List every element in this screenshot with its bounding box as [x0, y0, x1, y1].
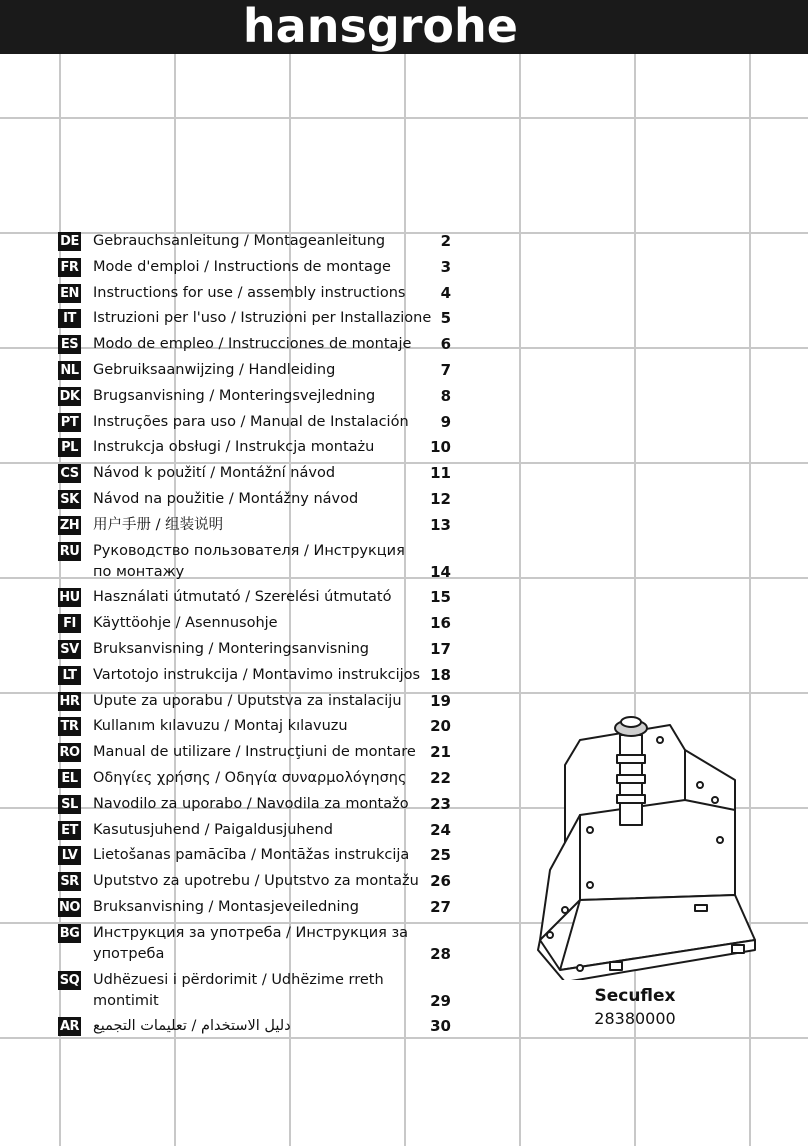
language-code-badge: ES — [58, 335, 81, 354]
toc-entry-title: Istruzioni per l'uso / Istruzioni per Installazione — [93, 310, 432, 327]
language-code-badge: SV — [58, 640, 81, 659]
secuflex-product-illustration — [520, 700, 770, 980]
toc-entry-page: 11 — [430, 464, 451, 483]
toc-entry — [58, 716, 458, 737]
toc-entry-page: 13 — [430, 515, 451, 534]
toc-entry-title: Modo de empleo / Instrucciones de montaje — [93, 336, 412, 353]
language-code-badge: SR — [58, 872, 81, 891]
toc-entry — [58, 794, 458, 815]
toc-entry-page: 14 — [430, 562, 451, 581]
toc-entry — [58, 923, 458, 965]
toc-entry-page: 19 — [430, 691, 451, 710]
toc-entry-title: Инструкция за употреба / Инструкция за употреба — [93, 924, 409, 962]
toc-entry-page: 4 — [440, 283, 451, 302]
toc-entry-page: 2 — [440, 232, 451, 250]
toc-entry — [58, 463, 458, 484]
toc-entry-page: 6 — [440, 335, 451, 354]
toc-entry — [58, 897, 458, 918]
language-code-badge: NO — [59, 899, 80, 915]
toc-entry-title: دليل الاستخدام / تعليمات التجميع — [93, 1018, 291, 1035]
toc-entry — [58, 231, 458, 252]
toc-entry — [58, 1016, 458, 1037]
toc-entry-title: Οδηγίες χρήσης / Οδηγία συναρμολόγησης — [93, 769, 407, 786]
toc-entry-title: Руководство пользователя / Инструкция по монтажу — [93, 542, 405, 580]
toc-entry-title: Upute za uporabu / Uputstva za instalaciju — [93, 692, 402, 709]
toc-entry-title: Käyttöohje / Asennusohje — [93, 615, 278, 632]
brand-logo: hansgrohe — [242, 0, 518, 53]
toc-entry-title: Lietošanas pamācība / Montāžas instrukcija — [93, 847, 410, 864]
language-code-badge: ZH — [59, 517, 80, 533]
language-code-badge: DK — [59, 388, 80, 404]
toc-entry-title: 用户手册 / 组装说明 — [93, 516, 224, 533]
toc-entry-title: Uputstvo za upotrebu / Uputstvo za montažu — [93, 873, 419, 890]
toc-entry — [58, 820, 458, 841]
language-code-badge: PL — [58, 438, 81, 457]
toc-entry-page: 28 — [430, 944, 451, 963]
language-code-badge: AR — [59, 1019, 80, 1035]
toc-entry-page: 29 — [430, 991, 451, 1010]
toc-entry-page: 22 — [430, 768, 451, 787]
toc-entry-title: Gebrauchsanleitung / Montageanleitung — [93, 233, 386, 249]
language-code-badge: HR — [59, 693, 80, 709]
language-code-badge: NL — [58, 361, 81, 380]
toc-entry-title: Návod k použití / Montážní návod — [93, 465, 336, 482]
toc-entry — [58, 587, 458, 608]
toc-entry-title: Instruções para uso / Manual de Instalación — [93, 413, 409, 430]
toc-entry-title: Instrukcja obsługi / Instrukcja montażu — [93, 439, 375, 456]
table-of-contents — [58, 231, 458, 1042]
toc-entry-page: 24 — [430, 820, 451, 839]
toc-entry-page: 9 — [440, 412, 451, 431]
language-code-badge: LT — [58, 666, 81, 685]
toc-entry-title: Kullanım kılavuzu / Montaj kılavuzu — [93, 718, 348, 735]
language-code-badge: CS — [58, 464, 81, 483]
toc-entry-page: 26 — [430, 872, 451, 891]
language-code-badge: ET — [58, 821, 81, 840]
toc-entry-page: 23 — [430, 794, 451, 813]
toc-entry-title: Bruksanvisning / Montasjeveiledning — [93, 898, 359, 915]
language-code-badge: FR — [58, 258, 81, 277]
toc-entry-title: Használati útmutató / Szerelési útmutató — [93, 589, 392, 606]
toc-entry — [58, 871, 458, 892]
toc-entry-page: 10 — [430, 438, 451, 457]
toc-entry-page: 3 — [440, 257, 451, 276]
toc-entry — [58, 768, 458, 789]
language-code-badge: DE — [58, 232, 81, 251]
toc-entry-title: Bruksanvisning / Monteringsanvisning — [93, 640, 369, 657]
toc-entry-page: 17 — [430, 639, 451, 658]
toc-entry-title: Udhëzuesi i përdorimit / Udhëzime rreth montimit — [93, 971, 384, 1009]
language-code-badge: SQ — [59, 972, 80, 988]
toc-entry — [58, 283, 458, 304]
language-code-badge: LV — [58, 846, 81, 865]
toc-entry — [58, 613, 458, 634]
toc-entry-page: 5 — [440, 309, 451, 328]
toc-entry-title: Návod na použitie / Montážny návod — [93, 490, 359, 507]
product-name: Secuflex — [594, 986, 676, 1006]
language-code-badge: EN — [58, 284, 81, 303]
toc-entry — [58, 639, 458, 660]
toc-entry-title: Mode d'emploi / Instructions de montage — [93, 258, 391, 275]
language-code-badge: EL — [58, 769, 81, 788]
toc-entry — [58, 437, 458, 458]
toc-entry — [58, 489, 458, 510]
toc-entry — [58, 515, 458, 536]
toc-entry-title: Navodilo za uporabo / Navodila za montažo — [93, 795, 409, 812]
language-code-badge: FI — [58, 614, 81, 633]
language-code-badge: IT — [58, 309, 81, 328]
toc-entry-page: 7 — [440, 360, 451, 379]
language-code-badge: RU — [59, 543, 80, 559]
toc-entry-page: 27 — [430, 897, 451, 916]
language-code-badge: PT — [58, 413, 81, 432]
toc-entry-page: 21 — [430, 743, 451, 762]
product-number: 28380000 — [594, 1009, 676, 1028]
toc-entry-title: Brugsanvisning / Monteringsvejledning — [93, 387, 376, 404]
toc-entry-title: Instructions for use / assembly instructions — [93, 284, 406, 301]
toc-entry-page: 15 — [430, 588, 451, 607]
toc-entry — [58, 845, 458, 866]
language-code-badge: SK — [58, 490, 81, 509]
language-code-badge: RO — [59, 745, 80, 761]
language-code-badge: BG — [59, 925, 80, 941]
language-code-badge: HU — [59, 590, 80, 606]
toc-entry-page: 18 — [430, 665, 451, 684]
toc-entry — [58, 691, 458, 712]
toc-entry — [58, 334, 458, 355]
toc-entry — [58, 412, 458, 433]
toc-entry — [58, 970, 458, 1012]
toc-entry — [58, 308, 458, 329]
toc-entry-page: 20 — [430, 717, 451, 736]
toc-entry — [58, 665, 458, 686]
toc-entry-page: 25 — [430, 846, 451, 865]
toc-entry — [58, 386, 458, 407]
header-bar — [0, 0, 808, 54]
toc-entry-title: Gebruiksaanwijzing / Handleiding — [93, 361, 336, 378]
toc-entry-title: Kasutusjuhend / Paigaldusjuhend — [93, 821, 333, 838]
toc-entry-page: 30 — [430, 1017, 451, 1036]
toc-entry — [58, 742, 458, 763]
language-code-badge: SL — [58, 795, 81, 814]
toc-entry-page: 8 — [440, 386, 451, 405]
toc-entry-title: Manual de utilizare / Instrucţiuni de montare — [93, 744, 416, 761]
toc-entry-title: Vartotojo instrukcija / Montavimo instrukcijos — [93, 666, 421, 683]
toc-entry — [58, 541, 458, 583]
toc-entry-page: 12 — [430, 489, 451, 508]
language-code-badge: TR — [58, 717, 81, 736]
toc-entry — [58, 257, 458, 278]
toc-entry-page: 16 — [430, 614, 451, 633]
toc-entry — [58, 360, 458, 381]
